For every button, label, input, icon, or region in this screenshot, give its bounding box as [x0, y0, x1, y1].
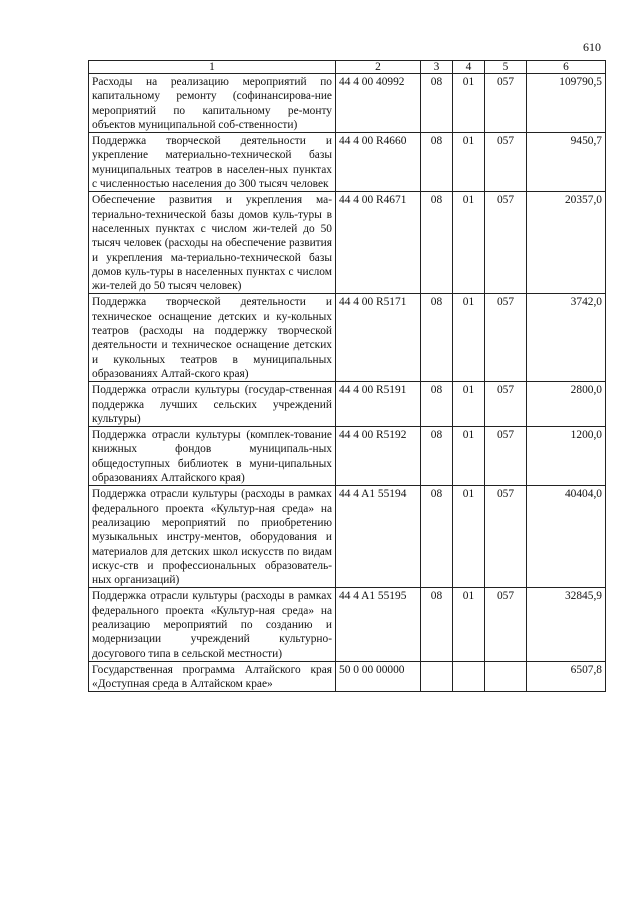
column-header-1: 1	[89, 61, 336, 74]
row-name: Поддержка отрасли культуры (комплек-тование книжных фондов муниципаль-ных общедоступных библиотек в муни-ципальных образованиях Алтайского края)	[89, 427, 336, 486]
column-header-2: 2	[336, 61, 421, 74]
row-subsection: 01	[453, 382, 485, 427]
row-amount: 109790,5	[527, 74, 606, 133]
row-amount: 6507,8	[527, 661, 606, 692]
row-amount: 2800,0	[527, 382, 606, 427]
row-admin-code: 057	[485, 133, 527, 192]
row-subsection: 01	[453, 486, 485, 588]
row-amount: 3742,0	[527, 294, 606, 382]
row-subsection	[453, 661, 485, 692]
row-amount: 32845,9	[527, 588, 606, 661]
page-number: 610	[583, 40, 601, 54]
row-code: 44 4 A1 55194	[336, 486, 421, 588]
row-section: 08	[421, 294, 453, 382]
row-amount: 20357,0	[527, 192, 606, 294]
table-header-row	[89, 61, 606, 74]
budget-table	[88, 60, 606, 692]
row-name: Поддержка отрасли культуры (государ-ственная поддержка лучших сельских учреждений культуры)	[89, 382, 336, 427]
row-subsection: 01	[453, 192, 485, 294]
row-section: 08	[421, 588, 453, 661]
row-code: 44 4 00 R5171	[336, 294, 421, 382]
row-admin-code: 057	[485, 382, 527, 427]
row-admin-code: 057	[485, 427, 527, 486]
row-name: Поддержка творческой деятельности и укрепление материально-технической базы муниципальных театров в населен-ных пунктах с численностью населения до 300 тысяч человек	[89, 133, 336, 192]
table-row	[89, 661, 606, 692]
row-subsection: 01	[453, 133, 485, 192]
table-row	[89, 427, 606, 486]
row-admin-code: 057	[485, 192, 527, 294]
row-code: 44 4 00 R4660	[336, 133, 421, 192]
row-admin-code	[485, 661, 527, 692]
row-admin-code: 057	[485, 486, 527, 588]
row-code: 44 4 00 R4671	[336, 192, 421, 294]
table-row	[89, 133, 606, 192]
row-code: 44 4 00 40992	[336, 74, 421, 133]
table-row	[89, 192, 606, 294]
row-code: 44 4 00 R5192	[336, 427, 421, 486]
row-code: 44 4 00 R5191	[336, 382, 421, 427]
table-row	[89, 486, 606, 588]
table-body	[89, 74, 606, 692]
row-name: Поддержка творческой деятельности и техническое оснащение детских и ку-кольных театров (расходы на поддержку творческой деятельности и техническое оснащение детских и кукольных театров в муниципальных образованиях Алтай-ского края)	[89, 294, 336, 382]
row-amount: 40404,0	[527, 486, 606, 588]
column-header-3: 3	[421, 61, 453, 74]
table-row	[89, 382, 606, 427]
row-section: 08	[421, 427, 453, 486]
row-admin-code: 057	[485, 588, 527, 661]
row-section	[421, 661, 453, 692]
row-section: 08	[421, 192, 453, 294]
row-section: 08	[421, 133, 453, 192]
row-code: 50 0 00 00000	[336, 661, 421, 692]
row-amount: 1200,0	[527, 427, 606, 486]
row-subsection: 01	[453, 74, 485, 133]
row-name: Расходы на реализацию мероприятий по капитальному ремонту (софинансирова-ние мероприятий по капитальному ре-монту объектов муниципальной соб-ственности)	[89, 74, 336, 133]
row-subsection: 01	[453, 294, 485, 382]
row-admin-code: 057	[485, 74, 527, 133]
table-row	[89, 588, 606, 661]
row-name: Поддержка отрасли культуры (расходы в рамках федерального проекта «Культур-ная среда» на реализацию мероприятий по приобретению музыкальных инстру-ментов, оборудования и материалов для детских школ искусств по видам искус-ств и профессиональных образователь-ных организаций)	[89, 486, 336, 588]
row-section: 08	[421, 486, 453, 588]
row-name: Обеспечение развития и укрепления ма-териально-технической базы домов куль-туры в населенных пунктах с числом жи-телей до 50 тысяч человек (расходы на обеспечение развития и укрепления ма-териально-технической базы домов куль-туры в населенных пунктах с числом жи-телей до 50 тысяч человек)	[89, 192, 336, 294]
table-row	[89, 294, 606, 382]
row-section: 08	[421, 382, 453, 427]
column-header-6: 6	[527, 61, 606, 74]
row-code: 44 4 A1 55195	[336, 588, 421, 661]
row-name: Государственная программа Алтайского края «Доступная среда в Алтайском крае»	[89, 661, 336, 692]
row-admin-code: 057	[485, 294, 527, 382]
column-header-4: 4	[453, 61, 485, 74]
row-amount: 9450,7	[527, 133, 606, 192]
table-row	[89, 74, 606, 133]
row-name: Поддержка отрасли культуры (расходы в рамках федерального проекта «Культур-ная среда» на реализацию мероприятий по созданию и модернизации учреждений культурно-досугового типа в сельской местности)	[89, 588, 336, 661]
row-subsection: 01	[453, 427, 485, 486]
column-header-5: 5	[485, 61, 527, 74]
row-subsection: 01	[453, 588, 485, 661]
row-section: 08	[421, 74, 453, 133]
